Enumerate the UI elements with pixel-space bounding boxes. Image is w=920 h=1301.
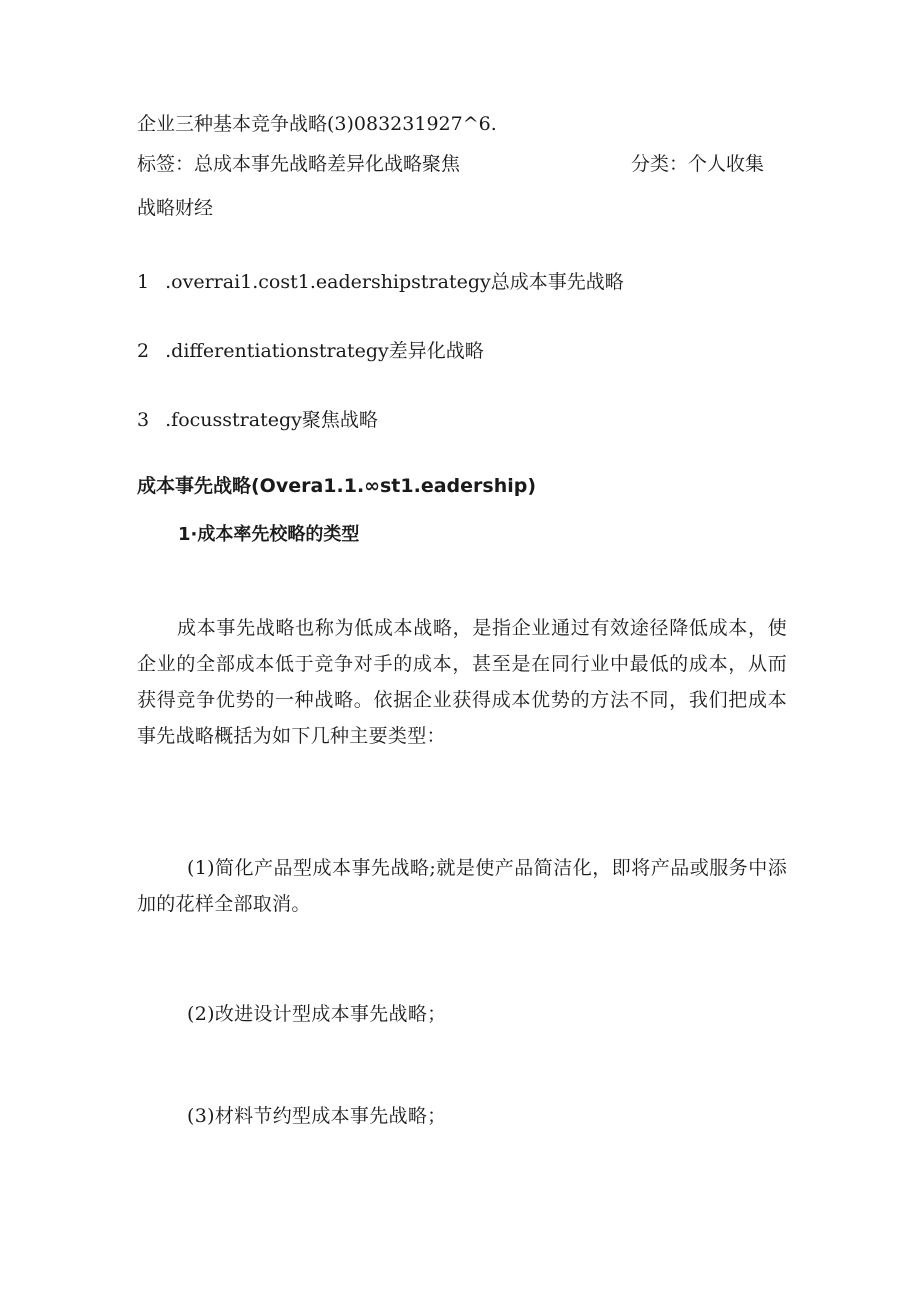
strategy-text: .overrai1.cost1.eadershipstrategy总成本事先战略 <box>165 271 624 293</box>
strategy-text: .differentiationstrategy差异化战略 <box>165 340 484 362</box>
strategy-number: 2 <box>137 340 150 362</box>
intro-paragraph: 成本事先战略也称为低成本战略，是指企业通过有效途径降低成本，使企业的全部成本低于竞争对手的成本，甚至是在同行业中最低的成本，从而获得竞争优势的一种战略。依据企业获得成本优势的方法不同，我们把成本事先战略概括为如下几种主要类型： <box>137 617 787 747</box>
list-item-1: (1)简化产品型成本事先战略;就是使产品简洁化，即将产品或服务中添加的花样全部取消。 <box>137 857 787 915</box>
section-subheading: 1·成本率先校略的类型 <box>178 524 360 545</box>
strategy-item-3 <box>137 408 378 432</box>
document-title: 企业三种基本竞争战略(3)083231927^6. <box>137 113 497 135</box>
strategy-text: .focusstrategy聚焦战略 <box>165 409 378 431</box>
section-heading: 成本事先战略(Overa1.1.∞st1.eadership) <box>137 475 537 497</box>
strategy-number: 1 <box>137 271 150 293</box>
list-item-3: (3)材料节约型成本事先战略； <box>187 1105 447 1127</box>
strategy-item-2 <box>137 339 484 363</box>
strategy-number: 3 <box>137 409 150 431</box>
list-item-2: (2)改进设计型成本事先战略； <box>187 1003 447 1025</box>
strategy-item-1 <box>137 270 624 294</box>
tags-line: 标签：总成本事先战略差异化战略聚焦 <box>137 153 461 175</box>
category-label: 分类：个人收集 <box>631 153 765 175</box>
category-value: 战略财经 <box>137 197 214 219</box>
